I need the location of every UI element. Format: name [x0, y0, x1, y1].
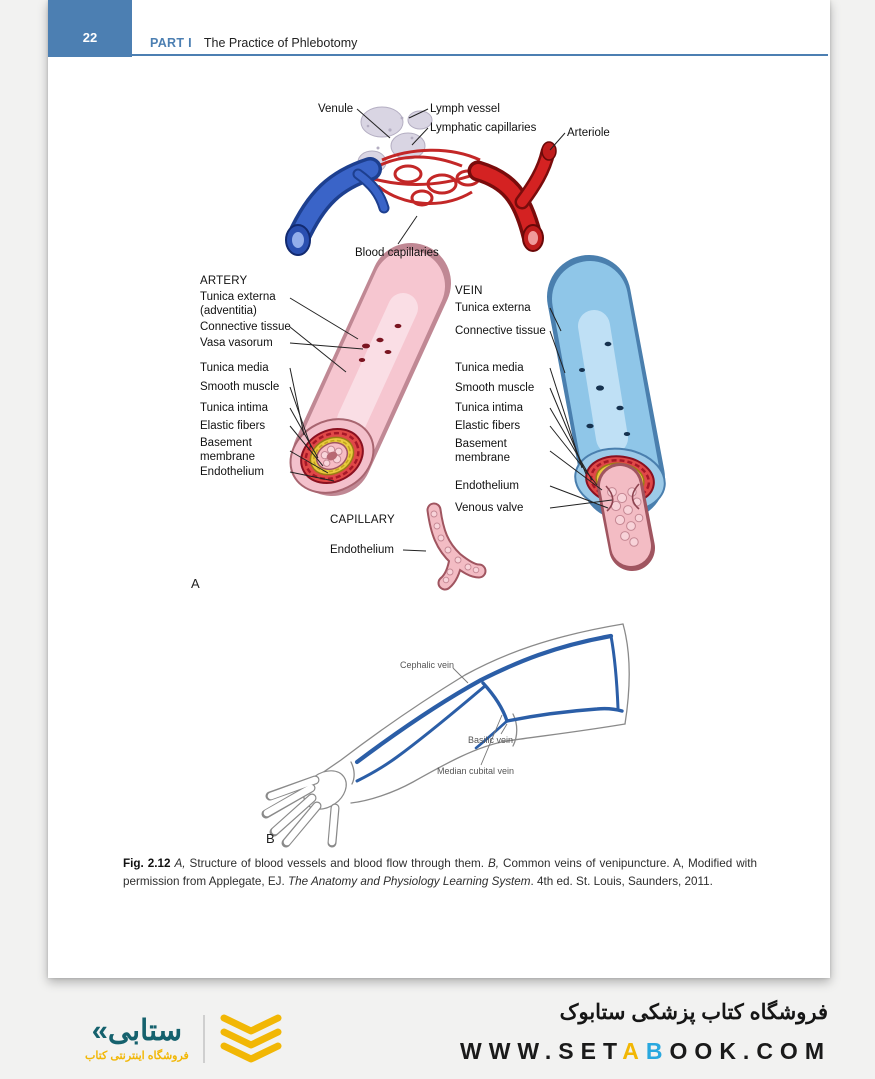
- logo-separator: [203, 1015, 205, 1063]
- caption-book-title: The Anatomy and Physiology Learning System: [288, 874, 531, 888]
- arm-outline: [309, 624, 629, 803]
- capillary-art: [431, 510, 479, 583]
- label-capillary-endothelium: Endothelium: [330, 544, 394, 556]
- guillemet-icon: «: [91, 1014, 108, 1047]
- vein-title: VEIN: [455, 285, 483, 297]
- part-label: PART I: [150, 36, 192, 50]
- label-vein-endothelium: Endothelium: [455, 480, 519, 492]
- label-basilic-vein: Basilic vein: [468, 735, 514, 745]
- figure-caption: [123, 855, 757, 891]
- label-artery-smooth-muscle: Smooth muscle: [200, 381, 280, 393]
- label-lymphatic-capillaries: Lymphatic capillaries: [430, 122, 537, 134]
- label-artery-tunica-media: Tunica media: [200, 362, 269, 374]
- page-number: 22: [82, 30, 98, 45]
- label-median-cubital-vein: Median cubital vein: [437, 766, 515, 776]
- label-vein-basement-membrane: Basement membrane: [455, 438, 510, 465]
- capillary-title: CAPILLARY: [330, 514, 395, 526]
- label-vein-venous-valve: Venous valve: [455, 502, 524, 514]
- label-venule: Venule: [318, 103, 354, 115]
- label-artery-vasa-vasorum: Vasa vasorum: [200, 337, 273, 349]
- label-vein-tunica-externa: Tunica externa: [455, 302, 531, 314]
- artery-title: ARTERY: [200, 275, 248, 287]
- running-head: [150, 36, 357, 50]
- caption-text-3: . 4th ed. St. Louis, Saunders, 2011.: [530, 874, 713, 888]
- site-url: WWW.SETABOOK.COM: [460, 1038, 831, 1064]
- header-rule: [132, 54, 828, 56]
- label-artery-connective-tissue: Connective tissue: [200, 321, 291, 333]
- store-title-farsi: فروشگاه کتاب پزشکی ستابوک: [559, 1001, 828, 1024]
- label-vein-elastic-fibers: Elastic fibers: [455, 420, 521, 432]
- panel-a-letter: A: [191, 576, 200, 591]
- vein-cross-section-art: [571, 297, 669, 548]
- label-blood-capillaries: Blood capillaries: [355, 247, 439, 259]
- label-arteriole: Arteriole: [567, 127, 610, 139]
- label-artery-basement-membrane: Basement membrane: [200, 437, 255, 464]
- label-artery-endothelium: Endothelium: [200, 466, 264, 478]
- label-vein-connective-tissue: Connective tissue: [455, 325, 546, 337]
- panel-b-letter: B: [266, 831, 275, 846]
- logo-wordmark: [92, 1016, 182, 1048]
- part-title: The Practice of Phlebotomy: [203, 36, 358, 50]
- arteriole-art: [478, 142, 556, 251]
- label-vein-tunica-media: Tunica media: [455, 362, 524, 374]
- logo-name: ستابی: [107, 1014, 183, 1047]
- figure-b-artwork: [255, 612, 675, 862]
- hand-art: [266, 763, 354, 843]
- page-number-box: [48, 0, 132, 57]
- chevron-stack-icon: [219, 1013, 283, 1065]
- venule-art: [286, 169, 384, 255]
- label-artery-elastic-fibers: Elastic fibers: [200, 420, 266, 432]
- logo-text-block: [85, 1016, 189, 1063]
- caption-text-2: Common veins of venipuncture. A, Modified with permission from Applegate, EJ.: [123, 857, 757, 888]
- label-artery-tunica-intima: Tunica intima: [200, 402, 268, 414]
- setabook-logo: [85, 1008, 283, 1070]
- logo-subtitle: فروشگاه اینترنتی کتاب: [85, 1050, 189, 1063]
- label-vein-tunica-intima: Tunica intima: [455, 402, 523, 414]
- label-lymph-vessel: Lymph vessel: [430, 103, 500, 115]
- label-artery-tunica-externa: Tunica externa (adventitia): [200, 291, 276, 318]
- caption-fig-number: Fig. 2.12: [123, 857, 171, 870]
- arm-veins: [357, 636, 622, 781]
- caption-text-1: Structure of blood vessels and blood flow through them.: [185, 857, 488, 870]
- label-cephalic-vein: Cephalic vein: [400, 660, 455, 670]
- caption-b: B,: [488, 857, 500, 870]
- caption-a: A,: [174, 857, 186, 870]
- label-vein-smooth-muscle: Smooth muscle: [455, 382, 535, 394]
